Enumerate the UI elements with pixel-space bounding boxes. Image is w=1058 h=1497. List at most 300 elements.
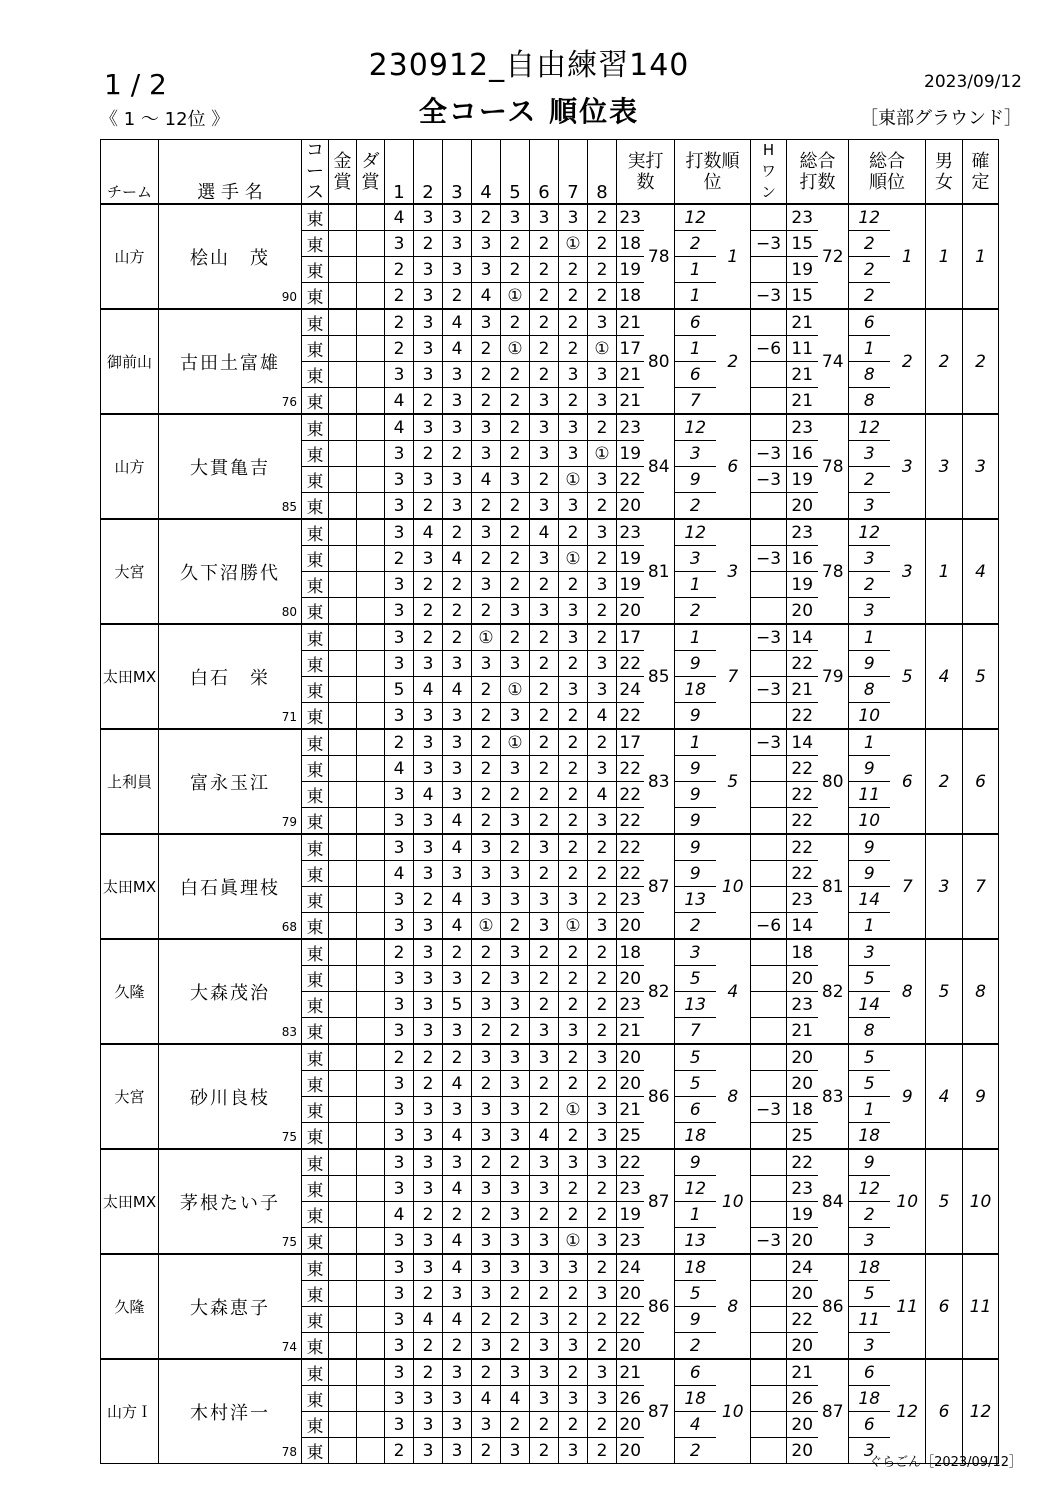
hole-score-cell: 3 <box>530 913 559 940</box>
course-cell: 東 <box>302 1071 329 1097</box>
round-score-cell: 21 <box>787 388 818 415</box>
total-rank-cell: 1 <box>890 204 926 309</box>
hole-score-cell: 3 <box>385 1359 414 1386</box>
round-total-rank-cell: 1 <box>849 729 890 756</box>
final-rank-cell: 5 <box>963 624 999 729</box>
team-cell: 上利員 <box>101 729 159 834</box>
total-rank-cell: 11 <box>890 1254 926 1359</box>
col-team: チーム <box>101 140 159 205</box>
hole-score-cell: 2 <box>443 283 472 310</box>
round-actual-cell: 23 <box>617 414 644 441</box>
hole-score-cell: 2 <box>472 204 501 231</box>
total-score-cell: 72 <box>818 204 849 309</box>
hole-score-cell: 3 <box>559 598 588 625</box>
round-rank-cell: 18 <box>675 677 716 703</box>
hole-score-cell: 2 <box>559 1281 588 1307</box>
col-da: ダ賞 <box>357 140 385 205</box>
team-cell: 大宮 <box>101 1044 159 1149</box>
hole-score-cell: ① <box>501 283 530 310</box>
hole-score-cell: 2 <box>559 939 588 966</box>
hole-score-cell: 3 <box>501 467 530 493</box>
hole-score-cell: 2 <box>501 546 530 572</box>
course-cell: 東 <box>302 861 329 887</box>
hole-score-cell: 4 <box>443 677 472 703</box>
round-rank-cell: 9 <box>675 1307 716 1333</box>
col-total-rank: 総合順位 <box>849 140 926 205</box>
hole-score-cell: 3 <box>472 1254 501 1281</box>
hole-in-one-cell <box>751 1018 787 1045</box>
gender-rank-cell: 2 <box>926 729 963 834</box>
hole-score-cell: 2 <box>588 546 617 572</box>
col-gender: 男女 <box>926 140 963 205</box>
player-name: 大貫亀吉 <box>190 457 270 479</box>
hole-score-cell: 2 <box>559 283 588 310</box>
hole-score-cell: 2 <box>414 231 443 257</box>
hole-in-one-cell: −3 <box>751 467 787 493</box>
hole-score-cell: 3 <box>414 808 443 835</box>
round-total-rank-cell: 6 <box>849 309 890 336</box>
hole-score-cell: 3 <box>443 388 472 415</box>
hole-score-cell: ① <box>588 441 617 467</box>
hole-score-cell: 3 <box>443 362 472 388</box>
round-actual-cell: 21 <box>617 1018 644 1045</box>
round-actual-cell: 22 <box>617 861 644 887</box>
gold-cell <box>329 546 357 572</box>
da-cell <box>357 336 385 362</box>
hole-score-cell: 3 <box>588 1359 617 1386</box>
total-actual-cell: 86 <box>644 1044 675 1149</box>
hole-score-cell: 2 <box>559 1071 588 1097</box>
hole-score-cell: 3 <box>501 1176 530 1202</box>
hole-score-cell: 2 <box>414 388 443 415</box>
round-score-cell: 16 <box>787 546 818 572</box>
da-cell <box>357 1438 385 1464</box>
course-cell: 東 <box>302 913 329 940</box>
hole-score-cell: 2 <box>414 572 443 598</box>
hole-score-cell: 2 <box>559 966 588 992</box>
hole-score-cell: 3 <box>530 1044 559 1071</box>
hole-score-cell: 5 <box>443 992 472 1018</box>
hole-score-cell: 3 <box>443 1281 472 1307</box>
col-hole-in-one: Hワン <box>751 140 787 205</box>
hole-score-cell: 2 <box>588 1438 617 1464</box>
course-cell: 東 <box>302 1281 329 1307</box>
player-name-cell <box>159 939 302 1044</box>
hole-in-one-cell <box>751 572 787 598</box>
da-cell <box>357 362 385 388</box>
hole-score-cell: 3 <box>530 887 559 913</box>
player-name-cell <box>159 1359 302 1464</box>
hole-score-cell: 2 <box>443 598 472 625</box>
hole-score-cell: 3 <box>472 1228 501 1255</box>
hole-in-one-cell <box>751 493 787 520</box>
final-rank-cell: 12 <box>963 1359 999 1464</box>
da-cell <box>357 1202 385 1228</box>
hole-score-cell: 3 <box>530 598 559 625</box>
round-actual-cell: 23 <box>617 887 644 913</box>
course-cell: 東 <box>302 756 329 782</box>
hole-score-cell: 3 <box>385 651 414 677</box>
hole-score-cell: 3 <box>443 204 472 231</box>
table-row <box>101 939 999 966</box>
total-rank-cell: 7 <box>890 834 926 939</box>
round-rank-cell: 2 <box>675 493 716 520</box>
gender-rank-cell: 2 <box>926 309 963 414</box>
total-actual-cell: 87 <box>644 834 675 939</box>
hole-score-cell: 4 <box>443 1176 472 1202</box>
hole-score-cell: ① <box>559 467 588 493</box>
hole-score-cell: 4 <box>385 756 414 782</box>
round-total-rank-cell: 18 <box>849 1254 890 1281</box>
hole-score-cell: 3 <box>501 808 530 835</box>
round-total-rank-cell: 8 <box>849 1018 890 1045</box>
hole-score-cell: ① <box>559 1097 588 1123</box>
hole-in-one-cell <box>751 1307 787 1333</box>
hole-score-cell: 2 <box>472 493 501 520</box>
round-total-rank-cell: 2 <box>849 231 890 257</box>
hole-score-cell: 2 <box>501 1307 530 1333</box>
course-cell: 東 <box>302 598 329 625</box>
hole-score-cell: 3 <box>501 1123 530 1150</box>
round-total-rank-cell: 9 <box>849 834 890 861</box>
round-score-cell: 24 <box>787 1254 818 1281</box>
hole-score-cell: 2 <box>414 598 443 625</box>
hole-score-cell: ① <box>501 336 530 362</box>
gold-cell <box>329 1254 357 1281</box>
hole-score-cell: 3 <box>530 1254 559 1281</box>
hole-score-cell: 3 <box>472 1044 501 1071</box>
round-actual-cell: 20 <box>617 966 644 992</box>
player-name-cell <box>159 519 302 624</box>
round-actual-cell: 22 <box>617 1307 644 1333</box>
player-name-cell <box>159 729 302 834</box>
hole-score-cell: 2 <box>414 441 443 467</box>
round-score-cell: 23 <box>787 887 818 913</box>
round-rank-cell: 5 <box>675 966 716 992</box>
round-total-rank-cell: 5 <box>849 966 890 992</box>
round-score-cell: 22 <box>787 808 818 835</box>
round-total-rank-cell: 1 <box>849 336 890 362</box>
round-total-rank-cell: 9 <box>849 1149 890 1176</box>
team-cell: 太田MX <box>101 1149 159 1254</box>
col-final: 確定 <box>963 140 999 205</box>
round-rank-cell: 1 <box>675 572 716 598</box>
round-score-cell: 19 <box>787 257 818 283</box>
table-row <box>101 309 999 336</box>
hole-score-cell: 3 <box>588 1123 617 1150</box>
final-rank-cell: 7 <box>963 834 999 939</box>
hole-score-cell: 3 <box>472 887 501 913</box>
final-rank-cell: 6 <box>963 729 999 834</box>
hole-score-cell: 2 <box>559 703 588 730</box>
hole-score-cell: 3 <box>385 703 414 730</box>
hole-score-cell: 4 <box>443 834 472 861</box>
hole-score-cell: 2 <box>472 546 501 572</box>
player-age: 80 <box>281 605 297 619</box>
da-cell <box>357 1071 385 1097</box>
hole-score-cell: 2 <box>472 1149 501 1176</box>
round-rank-cell: 13 <box>675 887 716 913</box>
stroke-rank-cell: 6 <box>716 414 751 519</box>
gold-cell <box>329 1307 357 1333</box>
round-score-cell: 21 <box>787 362 818 388</box>
hole-score-cell: 2 <box>501 1149 530 1176</box>
round-rank-cell: 18 <box>675 1386 716 1412</box>
round-actual-cell: 22 <box>617 808 644 835</box>
hole-in-one-cell <box>751 388 787 415</box>
hole-score-cell: 2 <box>530 808 559 835</box>
hole-score-cell: 3 <box>501 887 530 913</box>
round-total-rank-cell: 10 <box>849 808 890 835</box>
col-hole-3: 3 <box>443 140 472 205</box>
round-score-cell: 21 <box>787 1359 818 1386</box>
round-actual-cell: 23 <box>617 204 644 231</box>
hole-score-cell: 2 <box>588 231 617 257</box>
round-total-rank-cell: 14 <box>849 887 890 913</box>
hole-score-cell: 3 <box>559 441 588 467</box>
round-score-cell: 23 <box>787 414 818 441</box>
hole-score-cell: 3 <box>414 834 443 861</box>
hole-score-cell: 3 <box>559 1386 588 1412</box>
hole-score-cell: 2 <box>588 257 617 283</box>
hole-in-one-cell: −3 <box>751 1228 787 1255</box>
gold-cell <box>329 1359 357 1386</box>
player-age: 75 <box>281 1235 297 1249</box>
hole-score-cell: 3 <box>472 572 501 598</box>
da-cell <box>357 756 385 782</box>
hole-in-one-cell: −3 <box>751 729 787 756</box>
hole-score-cell: 3 <box>559 1149 588 1176</box>
hole-score-cell: 3 <box>530 493 559 520</box>
hole-score-cell: 4 <box>443 1071 472 1097</box>
course-cell: 東 <box>302 1228 329 1255</box>
hole-score-cell: 2 <box>559 1359 588 1386</box>
hole-score-cell: 3 <box>472 1281 501 1307</box>
player-name: 古田土富雄 <box>180 352 280 374</box>
hole-score-cell: 2 <box>501 1333 530 1360</box>
hole-score-cell: 3 <box>588 1386 617 1412</box>
hole-score-cell: 2 <box>530 1097 559 1123</box>
gold-cell <box>329 782 357 808</box>
round-actual-cell: 22 <box>617 467 644 493</box>
hole-score-cell: 4 <box>443 808 472 835</box>
hole-score-cell: 3 <box>443 756 472 782</box>
hole-score-cell: 3 <box>501 1359 530 1386</box>
hole-score-cell: 2 <box>472 1071 501 1097</box>
hole-score-cell: 4 <box>414 782 443 808</box>
round-rank-cell: 9 <box>675 834 716 861</box>
player-age: 71 <box>281 710 297 724</box>
da-cell <box>357 703 385 730</box>
hole-score-cell: 2 <box>530 651 559 677</box>
da-cell <box>357 257 385 283</box>
hole-score-cell: 3 <box>559 493 588 520</box>
round-rank-cell: 1 <box>675 257 716 283</box>
round-actual-cell: 21 <box>617 362 644 388</box>
round-rank-cell: 7 <box>675 1018 716 1045</box>
hole-score-cell: 2 <box>472 756 501 782</box>
hole-score-cell: 3 <box>443 231 472 257</box>
hole-score-cell: 3 <box>385 598 414 625</box>
hole-score-cell: 3 <box>385 493 414 520</box>
hole-score-cell: 3 <box>385 519 414 546</box>
hole-in-one-cell: −3 <box>751 624 787 651</box>
round-score-cell: 20 <box>787 493 818 520</box>
hole-score-cell: 3 <box>559 414 588 441</box>
da-cell <box>357 493 385 520</box>
hole-score-cell: 3 <box>530 1176 559 1202</box>
team-cell: 山方 <box>101 204 159 309</box>
hole-score-cell: 3 <box>501 598 530 625</box>
gold-cell <box>329 887 357 913</box>
round-actual-cell: 19 <box>617 572 644 598</box>
round-total-rank-cell: 18 <box>849 1386 890 1412</box>
hole-in-one-cell: −3 <box>751 441 787 467</box>
table-row <box>101 1359 999 1386</box>
hole-score-cell: 3 <box>385 362 414 388</box>
hole-score-cell: 3 <box>414 204 443 231</box>
hole-score-cell: 3 <box>472 519 501 546</box>
course-cell: 東 <box>302 703 329 730</box>
total-actual-cell: 82 <box>644 939 675 1044</box>
hole-score-cell: 2 <box>530 467 559 493</box>
hole-in-one-cell <box>751 414 787 441</box>
gold-cell <box>329 729 357 756</box>
round-score-cell: 21 <box>787 1018 818 1045</box>
hole-score-cell: 3 <box>530 1359 559 1386</box>
hole-score-cell: 2 <box>501 1412 530 1438</box>
da-cell <box>357 624 385 651</box>
gold-cell <box>329 1333 357 1360</box>
gender-rank-cell: 3 <box>926 414 963 519</box>
hole-score-cell: 2 <box>530 782 559 808</box>
hole-score-cell: 3 <box>588 1228 617 1255</box>
hole-score-cell: 3 <box>385 1228 414 1255</box>
total-rank-cell: 2 <box>890 309 926 414</box>
final-rank-cell: 10 <box>963 1149 999 1254</box>
total-actual-cell: 86 <box>644 1254 675 1359</box>
round-total-rank-cell: 12 <box>849 204 890 231</box>
round-rank-cell: 18 <box>675 1123 716 1150</box>
hole-score-cell: 3 <box>472 834 501 861</box>
hole-in-one-cell <box>751 834 787 861</box>
gender-rank-cell: 5 <box>926 939 963 1044</box>
hole-score-cell: 2 <box>588 1412 617 1438</box>
total-score-cell: 82 <box>818 939 849 1044</box>
round-total-rank-cell: 11 <box>849 782 890 808</box>
da-cell <box>357 414 385 441</box>
hole-score-cell: 2 <box>472 966 501 992</box>
round-score-cell: 23 <box>787 204 818 231</box>
hole-score-cell: 3 <box>414 467 443 493</box>
gold-cell <box>329 1412 357 1438</box>
hole-score-cell: 2 <box>530 309 559 336</box>
round-score-cell: 22 <box>787 861 818 887</box>
hole-score-cell: 3 <box>414 362 443 388</box>
hole-score-cell: 2 <box>472 598 501 625</box>
da-cell <box>357 1149 385 1176</box>
stroke-rank-cell: 4 <box>716 939 751 1044</box>
total-rank-cell: 6 <box>890 729 926 834</box>
hole-in-one-cell <box>751 992 787 1018</box>
hole-score-cell: 3 <box>414 1149 443 1176</box>
stroke-rank-cell: 10 <box>716 1149 751 1254</box>
hole-score-cell: 2 <box>559 336 588 362</box>
round-rank-cell: 2 <box>675 231 716 257</box>
hole-score-cell: 3 <box>530 441 559 467</box>
hole-score-cell: 2 <box>501 493 530 520</box>
round-score-cell: 16 <box>787 441 818 467</box>
hole-in-one-cell <box>751 966 787 992</box>
total-score-cell: 79 <box>818 624 849 729</box>
table-row <box>101 1149 999 1176</box>
hole-score-cell: 4 <box>385 1202 414 1228</box>
hole-score-cell: 3 <box>414 1228 443 1255</box>
hole-score-cell: 2 <box>530 1281 559 1307</box>
hole-in-one-cell <box>751 651 787 677</box>
hole-score-cell: 2 <box>501 414 530 441</box>
hole-score-cell: 2 <box>588 729 617 756</box>
course-cell: 東 <box>302 939 329 966</box>
player-name: 富永玉江 <box>190 772 270 794</box>
hole-score-cell: 2 <box>501 572 530 598</box>
round-actual-cell: 18 <box>617 283 644 310</box>
hole-score-cell: ① <box>559 546 588 572</box>
hole-score-cell: 3 <box>559 677 588 703</box>
hole-score-cell: 3 <box>414 1176 443 1202</box>
round-total-rank-cell: 2 <box>849 257 890 283</box>
header-row <box>101 140 999 205</box>
gold-cell <box>329 493 357 520</box>
col-hole-6: 6 <box>530 140 559 205</box>
round-actual-cell: 23 <box>617 519 644 546</box>
hole-score-cell: 3 <box>443 729 472 756</box>
hole-score-cell: 3 <box>472 1097 501 1123</box>
hole-score-cell: 3 <box>385 441 414 467</box>
hole-score-cell: 2 <box>559 808 588 835</box>
hole-in-one-cell: −6 <box>751 336 787 362</box>
round-score-cell: 22 <box>787 756 818 782</box>
hole-score-cell: 3 <box>414 939 443 966</box>
gold-cell <box>329 414 357 441</box>
gold-cell <box>329 1018 357 1045</box>
hole-score-cell: 3 <box>414 1386 443 1412</box>
hole-score-cell: 3 <box>414 966 443 992</box>
round-score-cell: 21 <box>787 309 818 336</box>
da-cell <box>357 861 385 887</box>
gold-cell <box>329 467 357 493</box>
round-actual-cell: 18 <box>617 939 644 966</box>
round-actual-cell: 20 <box>617 1333 644 1360</box>
round-rank-cell: 1 <box>675 624 716 651</box>
da-cell <box>357 887 385 913</box>
hole-score-cell: 3 <box>414 1438 443 1464</box>
player-name-cell <box>159 834 302 939</box>
hole-score-cell: 2 <box>559 1202 588 1228</box>
hole-score-cell: 4 <box>385 388 414 415</box>
round-score-cell: 20 <box>787 1333 818 1360</box>
round-total-rank-cell: 12 <box>849 414 890 441</box>
hole-score-cell: 2 <box>414 1044 443 1071</box>
hole-score-cell: 3 <box>414 992 443 1018</box>
round-total-rank-cell: 5 <box>849 1281 890 1307</box>
hole-score-cell: 3 <box>385 887 414 913</box>
hole-score-cell: 2 <box>588 414 617 441</box>
hole-score-cell: 3 <box>443 782 472 808</box>
player-age: 76 <box>281 395 297 409</box>
course-cell: 東 <box>302 283 329 310</box>
col-total: 総合打数 <box>787 140 849 205</box>
